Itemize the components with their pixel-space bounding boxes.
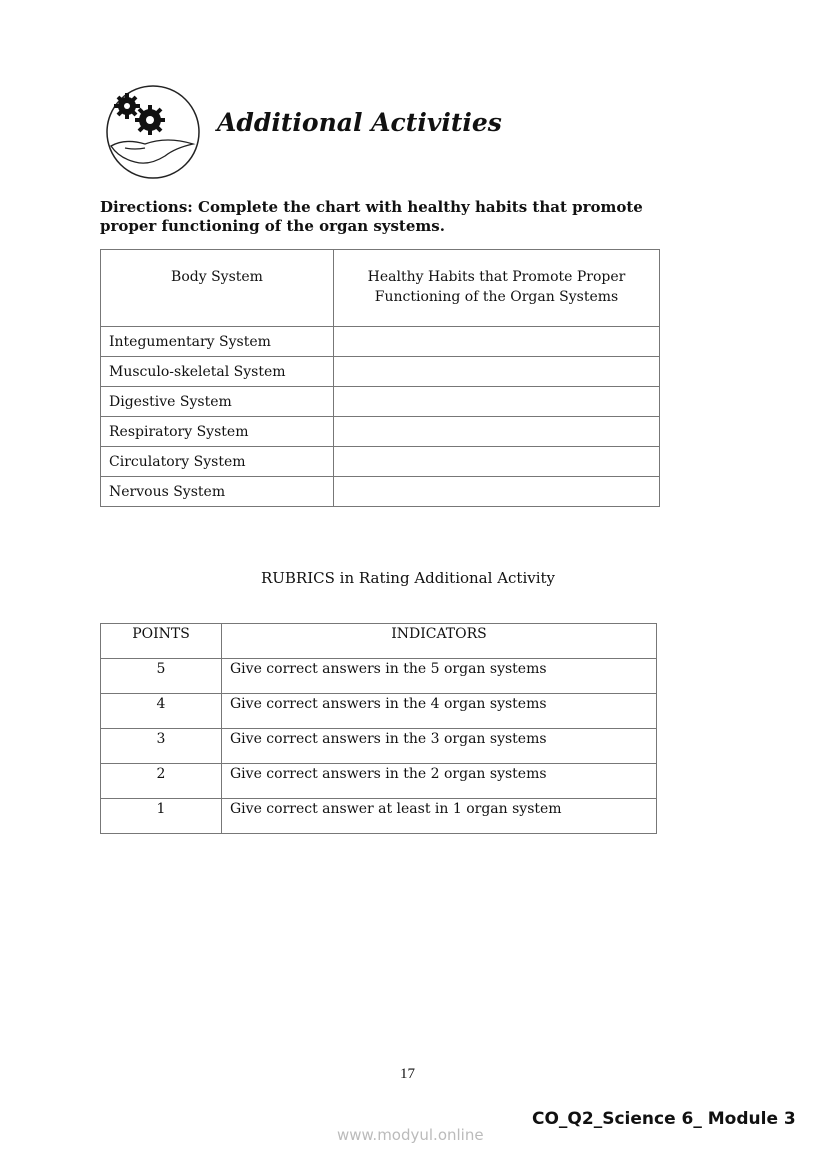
answer-cell[interactable]	[334, 417, 660, 447]
table-row	[101, 729, 657, 764]
answer-cell[interactable]	[334, 387, 660, 417]
table-row	[101, 799, 657, 834]
points-cell: 5	[101, 659, 222, 694]
indicator-cell: Give correct answers in the 4 organ systems	[222, 694, 657, 729]
rubrics-table	[100, 623, 657, 834]
footer-module-label: CO_Q2_Science 6_ Module 3	[532, 1109, 796, 1129]
column-header: Healthy Habits that Promote Proper Functioning of the Organ Systems	[334, 250, 660, 327]
points-cell: 1	[101, 799, 222, 834]
column-header: POINTS	[101, 624, 222, 659]
gears-in-hand-icon	[105, 84, 201, 180]
answer-cell[interactable]	[334, 447, 660, 477]
body-system-cell: Nervous System	[101, 477, 334, 507]
answer-cell[interactable]	[334, 327, 660, 357]
table-row	[101, 357, 660, 387]
points-cell: 3	[101, 729, 222, 764]
column-header: INDICATORS	[222, 624, 657, 659]
table-row	[101, 659, 657, 694]
watermark: www.modyul.online	[337, 1126, 484, 1144]
body-system-cell: Integumentary System	[101, 327, 334, 357]
body-system-cell: Circulatory System	[101, 447, 334, 477]
directions: Directions: Complete the chart with healthy habits that promote proper functioning of the organ systems.	[100, 198, 643, 235]
page-title: Additional Activities	[217, 108, 502, 137]
answer-cell[interactable]	[334, 477, 660, 507]
table-row	[101, 447, 660, 477]
points-cell: 4	[101, 694, 222, 729]
body-system-cell: Digestive System	[101, 387, 334, 417]
page-number: 17	[400, 1066, 415, 1082]
body-system-cell: Musculo-skeletal System	[101, 357, 334, 387]
table-row	[101, 387, 660, 417]
table-row	[101, 764, 657, 799]
column-header: Body System	[101, 250, 334, 327]
indicator-cell: Give correct answers in the 3 organ systems	[222, 729, 657, 764]
body-system-cell: Respiratory System	[101, 417, 334, 447]
answer-cell[interactable]	[334, 357, 660, 387]
table-row	[101, 327, 660, 357]
organ-systems-chart	[100, 249, 660, 507]
table-row	[101, 477, 660, 507]
indicator-cell: Give correct answers in the 5 organ systems	[222, 659, 657, 694]
indicator-cell: Give correct answers in the 2 organ systems	[222, 764, 657, 799]
table-row	[101, 694, 657, 729]
indicator-cell: Give correct answer at least in 1 organ system	[222, 799, 657, 834]
table-row	[101, 417, 660, 447]
points-cell: 2	[101, 764, 222, 799]
rubrics-title: RUBRICS in Rating Additional Activity	[260, 569, 556, 587]
